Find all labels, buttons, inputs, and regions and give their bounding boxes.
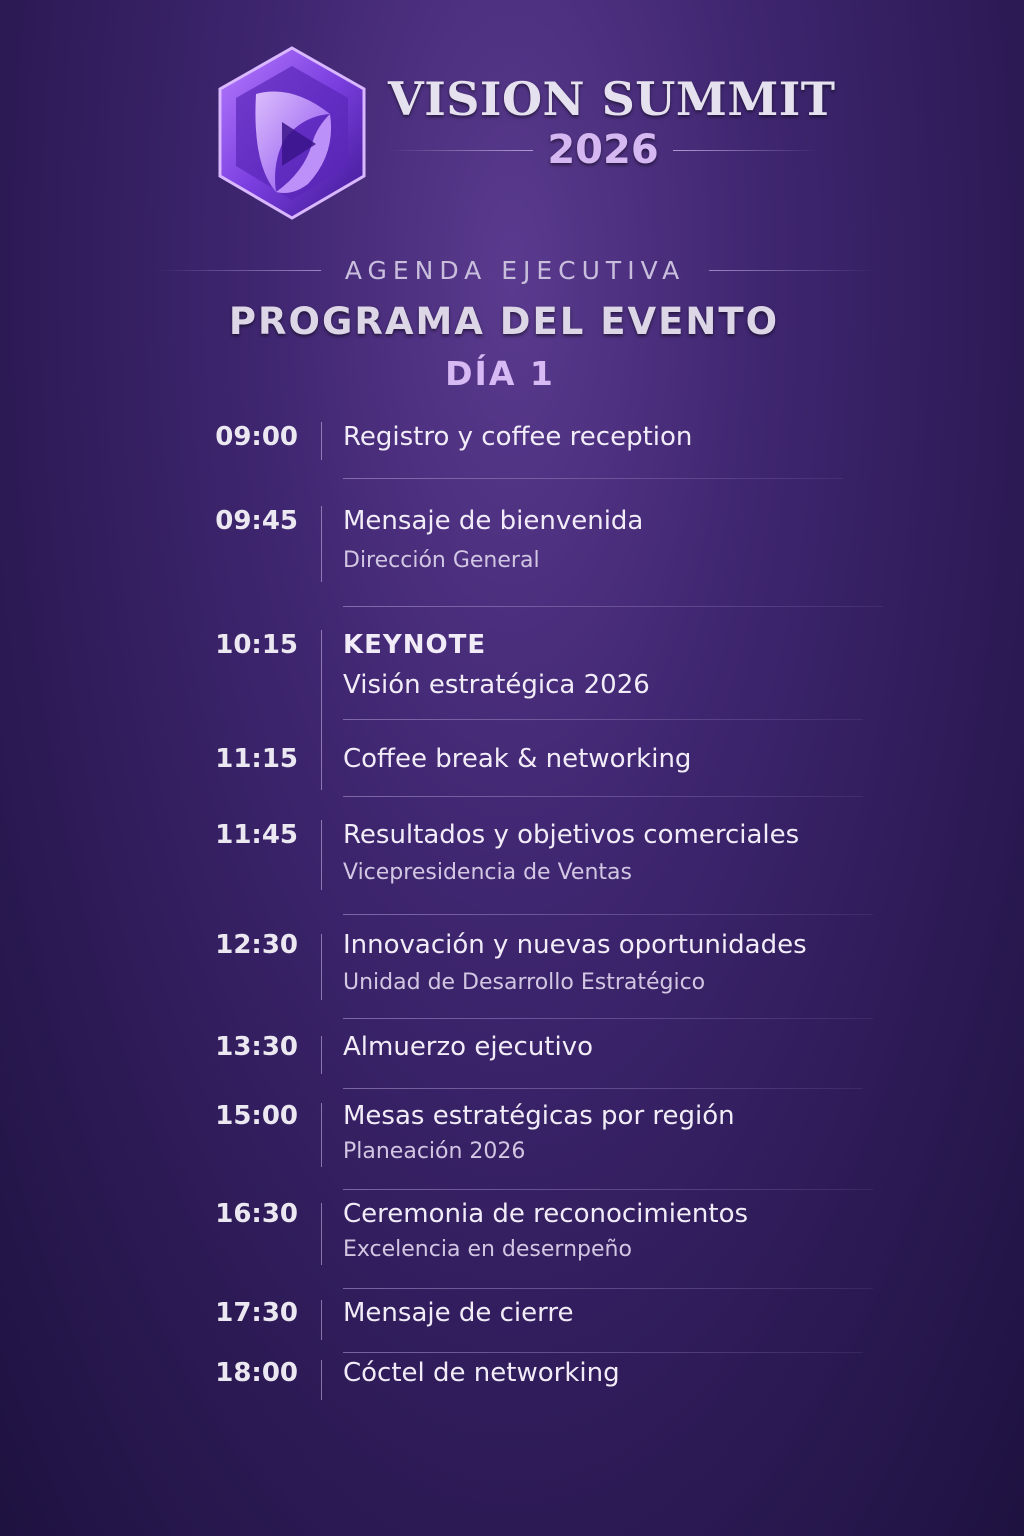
timeline-bar	[321, 1300, 322, 1340]
agenda-title: Mensaje de bienvenida	[343, 506, 644, 536]
agenda-title: Almuerzo ejecutivo	[343, 1032, 594, 1062]
agenda-title: Cóctel de networking	[343, 1358, 620, 1388]
agenda-title: Mensaje de cierre	[343, 1298, 574, 1328]
agenda-title: Coffee break & networking	[343, 744, 692, 774]
agenda-subtitle: Vicepresidencia de Ventas	[343, 860, 632, 885]
divider-line	[343, 914, 873, 915]
divider-line	[343, 1189, 873, 1190]
section-label: AGENDA EJECUTIVA	[344, 255, 686, 285]
agenda-time: 15:00	[215, 1101, 298, 1131]
agenda-time: 11:45	[215, 820, 298, 850]
agenda-time: 12:30	[215, 930, 298, 960]
agenda-title: Innovación y nuevas oportunidades	[343, 930, 807, 960]
divider-line	[343, 1018, 873, 1019]
agenda-time: 10:15	[215, 630, 298, 660]
agenda-time: 17:30	[215, 1298, 298, 1328]
agenda-time: 09:45	[215, 506, 298, 536]
timeline-bar	[321, 820, 322, 890]
agenda-subtitle: Excelencia en desernpeño	[343, 1237, 632, 1262]
agenda-subtitle: Planeación 2026	[343, 1139, 526, 1164]
timeline-bar	[321, 1203, 322, 1265]
divider-line	[343, 796, 863, 797]
divider-line	[343, 719, 863, 720]
divider-line	[343, 1352, 863, 1353]
timeline-bar	[321, 1036, 322, 1074]
brand-year: 2026	[547, 127, 659, 173]
agenda-title: Ceremonia de reconocimientos	[343, 1199, 749, 1229]
timeline-bar	[321, 630, 322, 790]
agenda-title: Mesas estratégicas por región	[343, 1101, 735, 1131]
agenda-time: 16:30	[215, 1199, 298, 1229]
brand-title: VISION SUMMIT	[388, 72, 836, 126]
day-title: DÍA 1	[445, 354, 555, 393]
agenda-time: 18:00	[215, 1358, 298, 1388]
timeline-bar	[321, 934, 322, 1000]
agenda-title: KEYNOTE	[343, 630, 487, 660]
agenda-title: Resultados y objetivos comerciales	[343, 820, 800, 850]
program-title: PROGRAMA DEL EVENTO	[228, 300, 780, 343]
agenda-time: 13:30	[215, 1032, 298, 1062]
agenda-time: 11:15	[215, 744, 298, 774]
timeline-bar	[321, 1360, 322, 1400]
agenda-time: 09:00	[215, 422, 298, 452]
agenda-subtitle: Unidad de Desarrollo Estratégico	[343, 970, 706, 995]
divider-line	[343, 1288, 873, 1289]
agenda-title: Registro y coffee reception	[343, 422, 693, 452]
divider-line	[343, 478, 843, 479]
timeline-bar	[321, 1103, 322, 1167]
divider-line	[343, 1088, 863, 1089]
agenda-subtitle: Dirección General	[343, 548, 540, 573]
divider-line	[343, 606, 883, 607]
timeline-bar	[321, 506, 322, 582]
agenda-subtitle: Visión estratégica 2026	[343, 670, 650, 700]
timeline-bar	[321, 422, 322, 460]
